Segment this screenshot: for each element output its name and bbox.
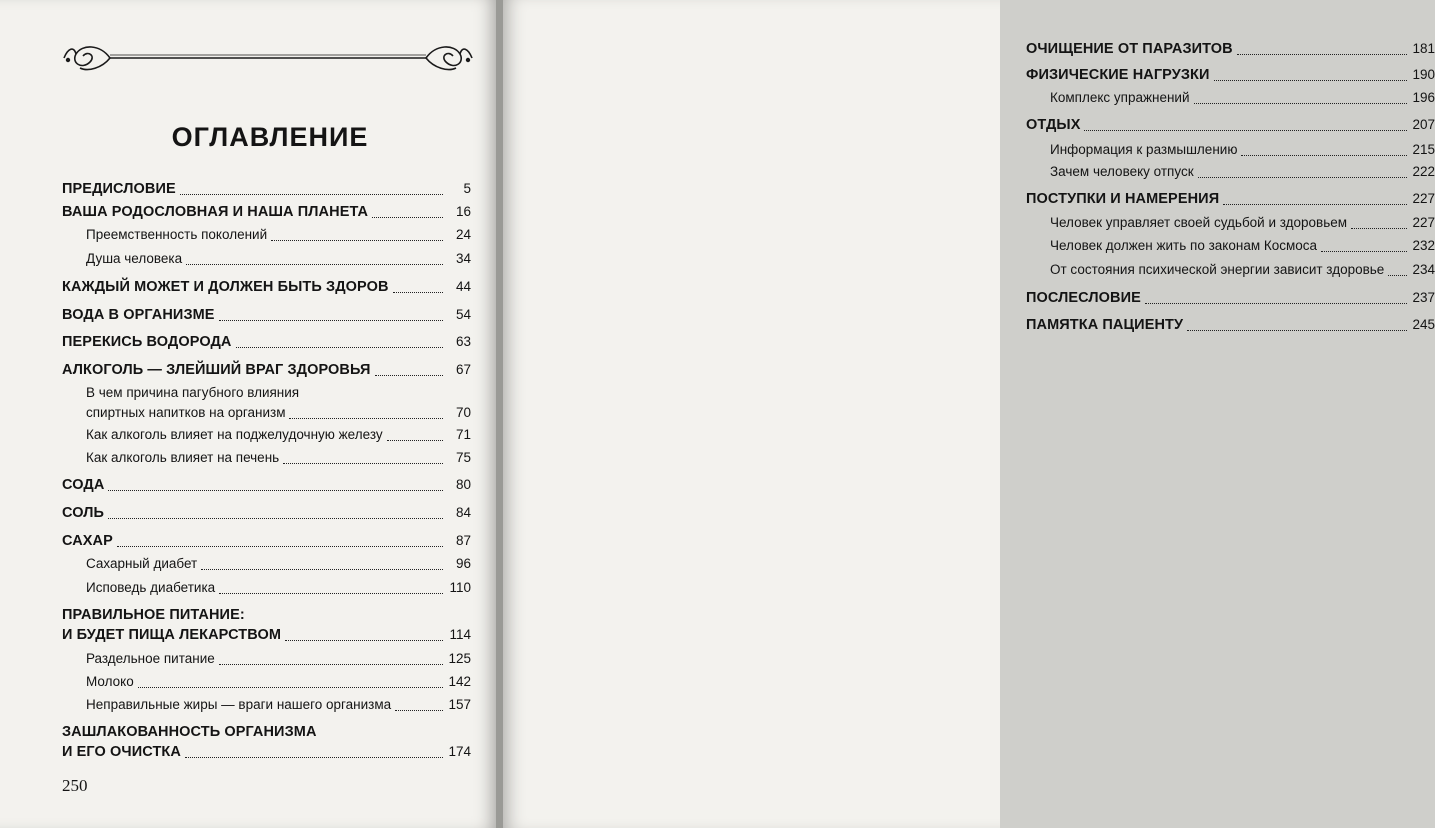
toc-entry-title: Информация к размышлению — [1050, 142, 1238, 157]
toc-entry-page: 227 — [1412, 191, 1435, 206]
toc-entry-page: 237 — [1412, 290, 1435, 305]
toc-entry — [1026, 188, 1435, 210]
toc-entry-title: Сахарный диабет — [86, 556, 198, 571]
dot-leader — [395, 710, 443, 711]
toc-entry — [1050, 212, 1435, 234]
dot-leader — [271, 240, 443, 241]
dot-leader — [201, 569, 443, 570]
dot-leader — [1084, 130, 1407, 131]
toc-entry-title: Молоко — [86, 674, 134, 689]
dot-leader — [1187, 330, 1407, 331]
dot-leader — [1145, 303, 1407, 304]
toc-entry — [1026, 64, 1435, 86]
page-number: 250 — [62, 776, 88, 795]
toc-entry — [86, 648, 471, 670]
dot-leader — [219, 664, 443, 665]
toc-entry-page: 245 — [1412, 317, 1435, 332]
toc-entry-page: 196 — [1412, 90, 1435, 105]
toc-entry-page: 110 — [449, 580, 471, 595]
toc-entry-title: Зачем человеку отпуск — [1050, 164, 1194, 179]
toc-entry-title: И БУДЕТ ПИЩА ЛЕКАРСТВОМ — [62, 627, 282, 643]
toc-entry — [1026, 38, 1435, 60]
dot-leader — [185, 757, 443, 758]
dot-leader — [375, 375, 444, 376]
toc-entry — [62, 624, 471, 646]
dot-leader — [1321, 251, 1407, 252]
dot-leader — [285, 640, 443, 641]
toc-entry-title: Раздельное питание — [86, 651, 215, 666]
toc-entry — [1026, 114, 1435, 136]
dot-leader — [1241, 155, 1407, 156]
dot-leader — [1351, 228, 1407, 229]
toc-entry — [1050, 139, 1435, 161]
toc-entry — [1050, 235, 1435, 257]
toc-entry-page: 222 — [1412, 164, 1435, 179]
toc-entry — [62, 741, 471, 763]
toc-entry — [86, 382, 471, 404]
toc-entry — [62, 530, 471, 552]
toc-entry-title: Человек управляет своей судьбой и здоровьем — [1050, 215, 1348, 230]
toc-entry-page: 227 — [1412, 215, 1435, 230]
toc-entry-title: ВОДА В ОРГАНИЗМЕ — [62, 307, 215, 323]
toc-entry — [1050, 87, 1435, 109]
toc-entry-title: ПОСЛЕСЛОВИЕ — [1026, 290, 1141, 306]
toc-entry-title: СОДА — [62, 477, 105, 493]
toc-entry-title: ПРАВИЛЬНОЕ ПИТАНИЕ: — [62, 607, 245, 623]
toc-entry — [62, 502, 471, 524]
toc-entry-page: 96 — [455, 556, 471, 571]
toc-entry-title: Преемственность поколений — [86, 227, 268, 242]
ornament-divider — [62, 38, 474, 78]
toc-entry-page: 34 — [455, 251, 471, 266]
toc-entry-title: Неправильные жиры — враги нашего организма — [86, 697, 392, 712]
toc-entry-page: 70 — [455, 405, 471, 420]
toc-entry-title: В чем причина пагубного влияния — [86, 385, 300, 400]
dot-leader — [108, 490, 443, 491]
toc-entry — [62, 201, 471, 223]
page-title: ОГЛАВЛЕНИЕ — [171, 122, 369, 152]
toc-entry-page: 75 — [455, 450, 471, 465]
toc-entry — [86, 553, 471, 575]
toc-entry-page: 114 — [449, 627, 471, 642]
toc-entry — [1026, 287, 1435, 309]
left-page — [0, 0, 497, 828]
toc-entry-title: От состояния психической энергии зависит здоровье — [1050, 262, 1385, 277]
toc-entry-page: 63 — [455, 334, 471, 349]
dot-leader — [1194, 103, 1407, 104]
dot-leader — [372, 217, 443, 218]
toc-entry — [86, 671, 471, 693]
toc-entry-title: КАЖДЫЙ МОЖЕТ И ДОЛЖЕН БЫТЬ ЗДОРОВ — [62, 279, 389, 295]
dot-leader — [180, 194, 443, 195]
dot-leader — [289, 418, 443, 419]
dot-leader — [1237, 54, 1407, 55]
toc-entry — [1050, 259, 1435, 281]
dot-leader — [393, 292, 443, 293]
toc-entry-page: 234 — [1412, 262, 1435, 277]
toc-entry-title: ПРЕДИСЛОВИЕ — [62, 181, 176, 197]
toc-entry — [62, 721, 471, 743]
toc-entry — [86, 577, 471, 599]
toc-entry-page: 174 — [448, 744, 471, 759]
toc-entry — [86, 447, 471, 469]
toc-entry-title: ФИЗИЧЕСКИЕ НАГРУЗКИ — [1026, 67, 1210, 83]
dot-leader — [186, 264, 443, 265]
toc-entry-page: 80 — [455, 477, 471, 492]
toc-entry — [1026, 314, 1435, 336]
toc-entry-page: 207 — [1412, 117, 1435, 132]
toc-entry — [86, 694, 471, 716]
dot-leader — [283, 463, 443, 464]
toc-entry — [62, 276, 471, 298]
toc-entry-page: 44 — [455, 279, 471, 294]
toc-entry-page: 215 — [1412, 142, 1435, 157]
dot-leader — [1388, 275, 1407, 276]
toc-entry — [62, 604, 471, 626]
toc-entry-page: 24 — [455, 227, 471, 242]
toc-entry-page: 67 — [455, 362, 471, 377]
toc-entry-title: ПОСТУПКИ И НАМЕРЕНИЯ — [1026, 191, 1220, 207]
dot-leader — [387, 440, 443, 441]
toc-entry-page: 5 — [463, 181, 471, 196]
toc-entry-page: 16 — [455, 204, 471, 219]
toc-entry-page: 54 — [455, 307, 471, 322]
toc-entry — [62, 304, 471, 326]
dot-leader — [236, 347, 443, 348]
toc-entry — [62, 331, 471, 353]
toc-entry-title: ОЧИЩЕНИЕ ОТ ПАРАЗИТОВ — [1026, 41, 1233, 57]
toc-entry-title: И ЕГО ОЧИСТКА — [62, 744, 181, 760]
toc-entry — [62, 178, 471, 200]
toc-entry-title: ВАША РОДОСЛОВНАЯ И НАША ПЛАНЕТА — [62, 204, 369, 220]
toc-entry — [62, 359, 471, 381]
right-page — [503, 0, 1435, 828]
toc-entry-title: ЗАШЛАКОВАННОСТЬ ОРГАНИЗМА — [62, 724, 317, 740]
toc-entry-title: Человек должен жить по законам Космоса — [1050, 238, 1318, 253]
toc-entry-title: ПАМЯТКА ПАЦИЕНТУ — [1026, 317, 1184, 333]
toc-entry-title: СОЛЬ — [62, 505, 105, 521]
dot-leader — [219, 593, 443, 594]
toc-entry-title: Как алкоголь влияет на поджелудочную железу — [86, 427, 383, 442]
toc-entry-page: 181 — [1412, 41, 1435, 56]
dot-leader — [1198, 177, 1407, 178]
toc-entry-title: АЛКОГОЛЬ — ЗЛЕЙШИЙ ВРАГ ЗДОРОВЬЯ — [62, 362, 371, 378]
toc-entry-title: САХАР — [62, 533, 113, 549]
toc-entry-page: 232 — [1412, 238, 1435, 253]
toc-entry — [86, 424, 471, 446]
dot-leader — [108, 518, 443, 519]
toc-entry-title: ОТДЫХ — [1026, 117, 1081, 133]
toc-entry — [86, 248, 471, 270]
dot-leader — [138, 687, 443, 688]
toc-entry — [86, 402, 471, 424]
toc-entry-title: Комплекс упражнений — [1050, 90, 1190, 105]
dot-leader — [117, 546, 443, 547]
toc-entry-title: спиртных напитков на организм — [86, 405, 286, 420]
dot-leader — [1214, 80, 1407, 81]
dot-leader — [219, 320, 443, 321]
toc-entry-page: 87 — [455, 533, 471, 548]
toc-entry-page: 84 — [455, 505, 471, 520]
toc-entry — [62, 474, 471, 496]
dot-leader — [1223, 204, 1407, 205]
toc-entry-page: 142 — [448, 674, 471, 689]
toc-entry-page: 190 — [1412, 67, 1435, 82]
toc-entry-page: 125 — [448, 651, 471, 666]
toc-entry — [86, 224, 471, 246]
toc-entry-title: Как алкоголь влияет на печень — [86, 450, 280, 465]
toc-entry-title: Душа человека — [86, 251, 183, 266]
toc-entry — [1050, 161, 1435, 183]
toc-entry-page: 71 — [455, 427, 471, 442]
toc-entry-page: 157 — [448, 697, 471, 712]
toc-entry-title: ПЕРЕКИСЬ ВОДОРОДА — [62, 334, 232, 350]
toc-entry-title: Исповедь диабетика — [86, 580, 216, 595]
